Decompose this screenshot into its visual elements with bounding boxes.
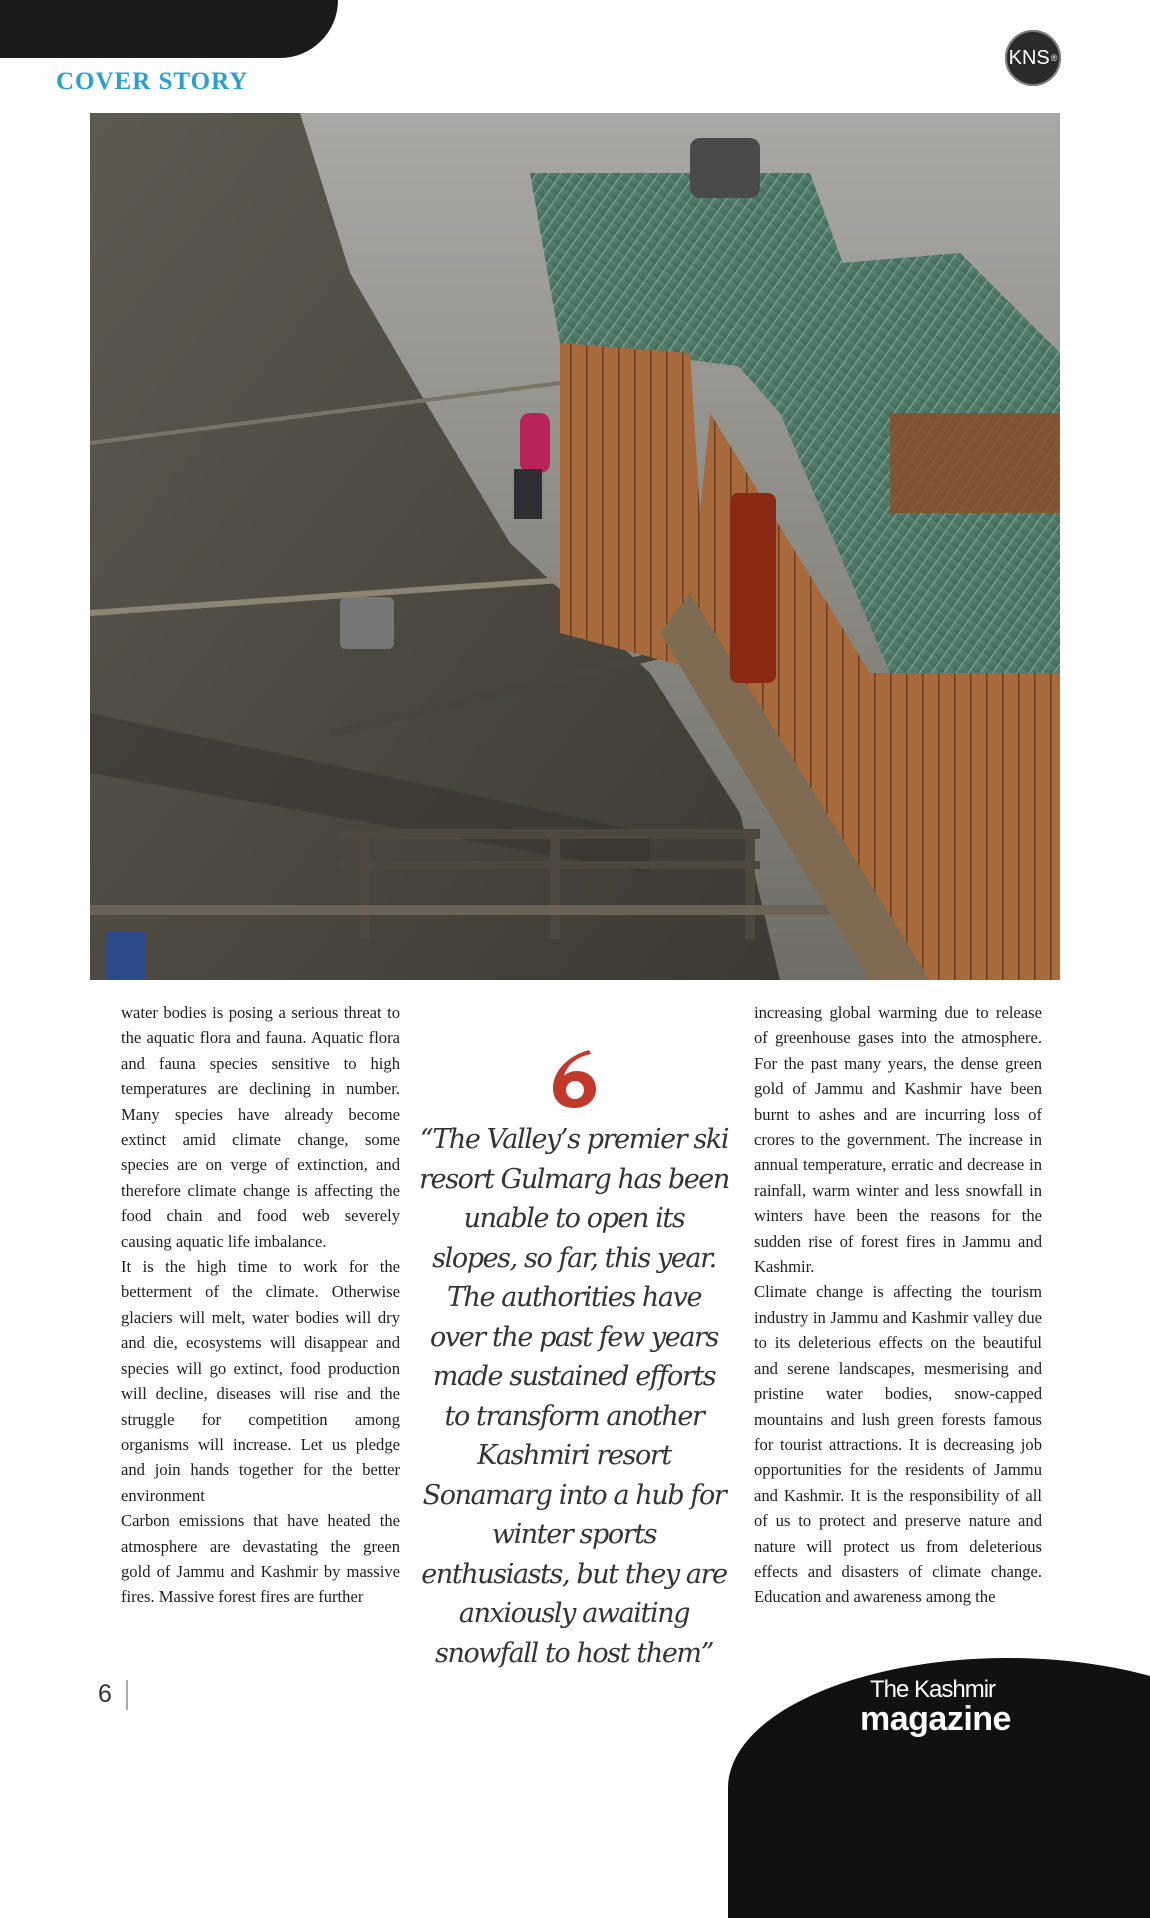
kns-logo xyxy=(1005,30,1061,86)
registered-mark: ® xyxy=(1050,53,1058,63)
magazine-logo xyxy=(860,1678,1011,1736)
article-column-right xyxy=(754,1000,1042,1610)
page-number: 6 xyxy=(98,1680,112,1708)
quote-mark-icon xyxy=(549,1046,601,1110)
kns-logo-text: KNS xyxy=(1008,46,1050,69)
section-label: COVER STORY xyxy=(56,68,249,95)
pull-quote: “The Valley’s premier ski resort Gulmarg has been unable to open its slopes, so far, this year. The authorities have over the past few years made sustained efforts to transform another Kashmiri resort Sonamarg into a hub for winter sports enthusiasts, but they are anxiously awaiting snowfall to host them” xyxy=(419,1124,729,1669)
paragraph: water bodies is posing a serious threat to the aquatic flora and fauna. Aquatic flora and fauna species sensitive to high temperatures are declining in number. Many species have already become extinct amid climate change, some species are on verge of extinction, and therefore climate change is affecting the food chain and food web severely causing aquatic life imbalance. xyxy=(121,1003,400,1251)
article-column-left xyxy=(121,1000,400,1610)
hanging-cloth xyxy=(730,493,776,683)
cover-photo xyxy=(90,113,1060,980)
paragraph: Climate change is affecting the tourism industry in Jammu and Kashmir valley due to its deleterious effects on the beautiful and serene landscapes, mesmerising and pristine water bodies, snow-capped mountains and lush green forests famous for tourist attractions. It is decreasing job opportunities for the residents of Jammu and Kashmir. It is the responsibility of all of us to protect and preserve nature and nature will protect us from deleterious effects and disasters of climate change. Education and awareness among the xyxy=(754,1282,1042,1607)
paragraph: It is the high time to work for the betterment of the climate. Otherwise glaciers will melt, water bodies will dry and die, ecosystems will disappear and species will go extinct, food production will decline, diseases will rise and the struggle for competition among organisms will increase. Let us pledge and join hands together for the better environment xyxy=(121,1257,400,1505)
magazine-logo-large: magazine xyxy=(860,1700,1011,1738)
magazine-logo-small: The Kashmir xyxy=(870,1676,996,1703)
paragraph: increasing global warming due to release of greenhouse gases into the atmosphere. For the past many years, the dense green gold of Jammu and Kashmir have been burnt to ashes and are incurring loss of crores to the government. The increase in annual temperature, erratic and decrease in rainfall, warm winter and less snowfall in winters have been the reasons for the sudden rise of forest fires in Jammu and Kashmir. xyxy=(754,1003,1042,1277)
paragraph: Carbon emissions that have heated the atmosphere are devastating the green gold of Jammu and Kashmir by massive fires. Massive forest fires are further xyxy=(121,1511,400,1607)
page-number-divider xyxy=(126,1680,128,1710)
header-tab xyxy=(0,0,338,58)
